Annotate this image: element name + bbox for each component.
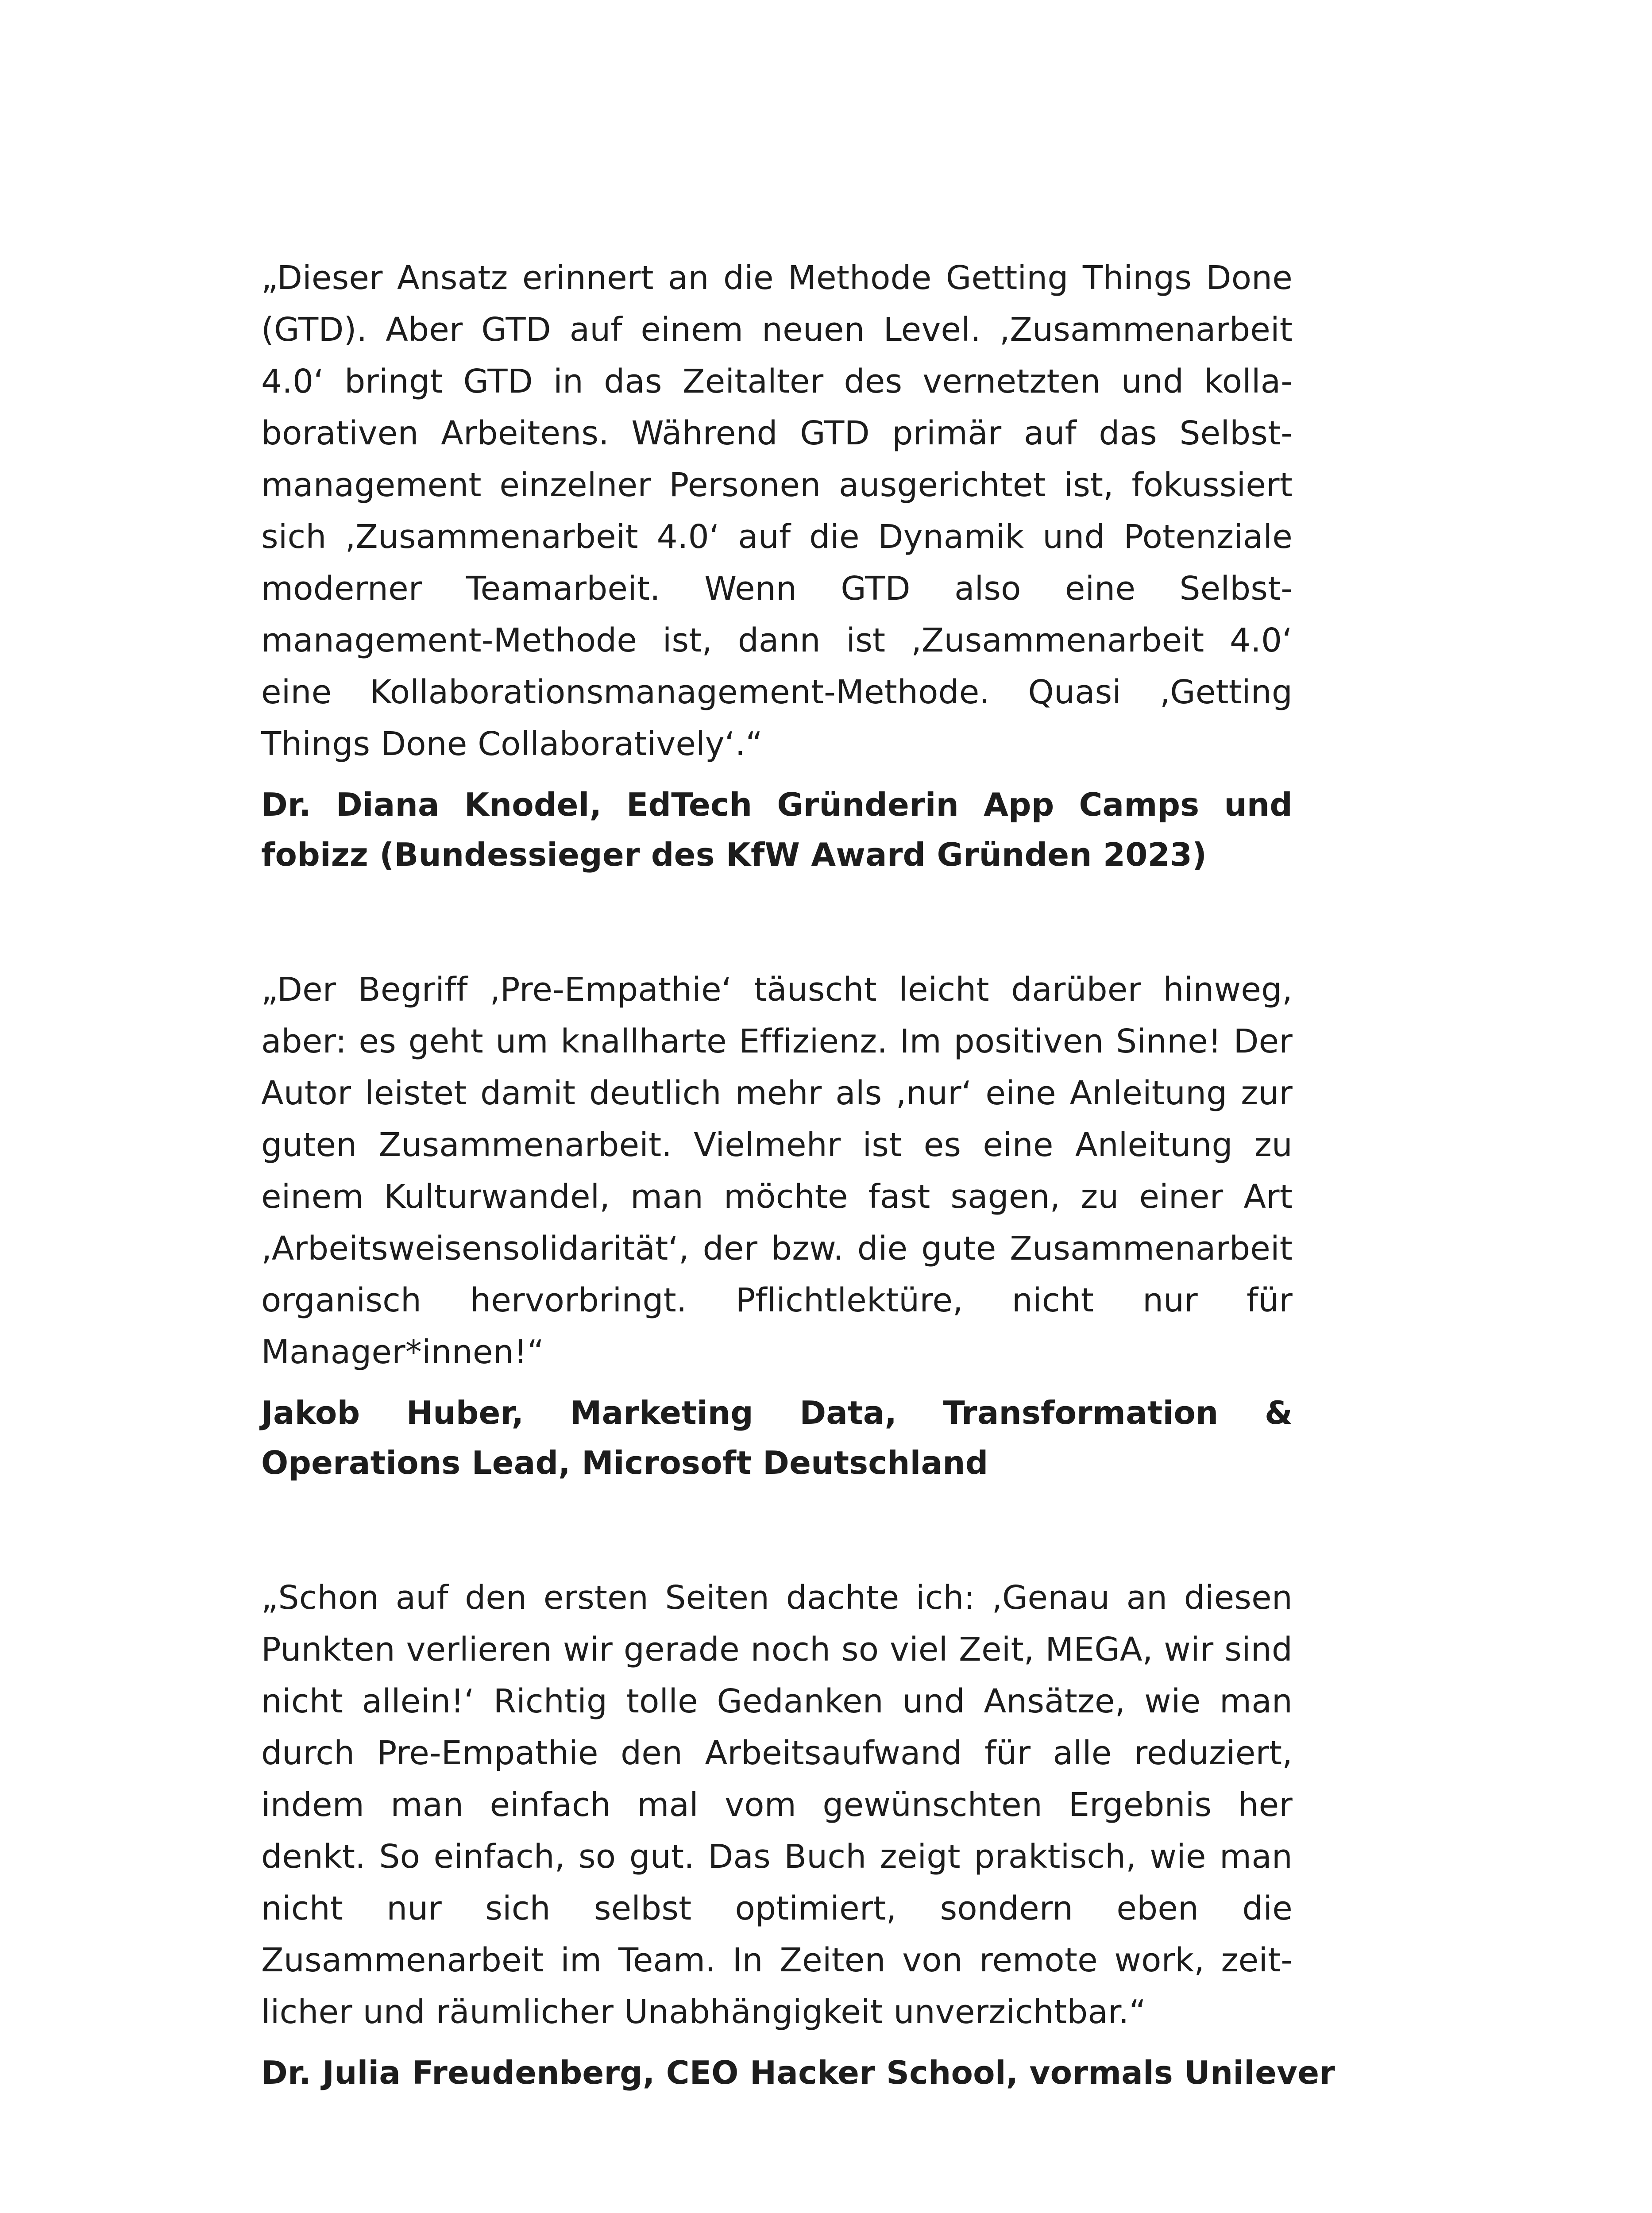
testimonial-3 [261,1572,1335,2098]
testimonial-author: Jakob Huber, Marketing Data, Transformation & Operations Lead, Microsoft Deutschland [261,1394,1293,1481]
testimonial-quote: „Dieser Ansatz erinnert an die Methode Getting Things Done (GTD). Aber GTD auf einem neuen Level. ‚Zusammenarbeit 4.0‘ bringt GTD in das Zeitalter des vernetzten und kollaborativen Arbeitens. Während GTD primär auf das Selbstmanagement einzelner Personen ausgerichtet ist, fokussiert sich ‚Zusammenarbeit 4.0‘ auf die Dynamik und Potenziale moderner Teamarbeit. Wenn GTD also eine Selbstmanagement-Methode ist, dann ist ‚Zusammenarbeit 4.0‘ eine Kollaborationsmanagement-Methode. Quasi ‚Getting Things Done Collaboratively‘.“ [261,259,1293,763]
testimonial-2 [261,964,1293,1488]
testimonial-author: Dr. Julia Freudenberg, CEO Hacker School, vormals Unilever [261,2054,1335,2091]
testimonial-quote: „Schon auf den ersten Seiten dachte ich: ‚Genau an diesen Punkten verlieren wir gerade noch so viel Zeit, MEGA, wir sind nicht allein!‘ Richtig tolle Gedanken und Ansätze, wie man durch Pre-Empathie den Arbeitsaufwand für alle reduziert, indem man einfach mal vom gewünschten Ergebnis her denkt. So einfach, so gut. Das Buch zeigt praktisch, wie man nicht nur sich selbst optimiert, sondern eben die Zusammenarbeit im Team. In Zeiten von remote work, zeitlicher und räumlicher Unabhängigkeit unverzichtbar.“ [261,1579,1293,2031]
testimonial-1 [261,252,1293,880]
testimonial-quote: „Der Begriff ‚Pre-Empathie‘ täuscht leicht darüber hinweg, aber: es geht um knallharte Effizienz. Im positiven Sinne! Der Autor leistet damit deutlich mehr als ‚nur‘ eine Anleitung zur guten Zusammenarbeit. Vielmehr ist es eine Anleitung zu einem Kulturwandel, man möchte fast sagen, zu einer Art ‚Arbeitsweisensolidarität‘, der bzw. die gute Zusammenarbeit organisch hervorbringt. Pflichtlektüre, nicht nur für Manager*innen!“ [261,971,1293,1371]
testimonial-author: Dr. Diana Knodel, EdTech Gründerin App Camps und fobizz (Bundessieger des KfW Award Gründen 2023) [261,786,1293,873]
text-column [261,252,1335,2182]
